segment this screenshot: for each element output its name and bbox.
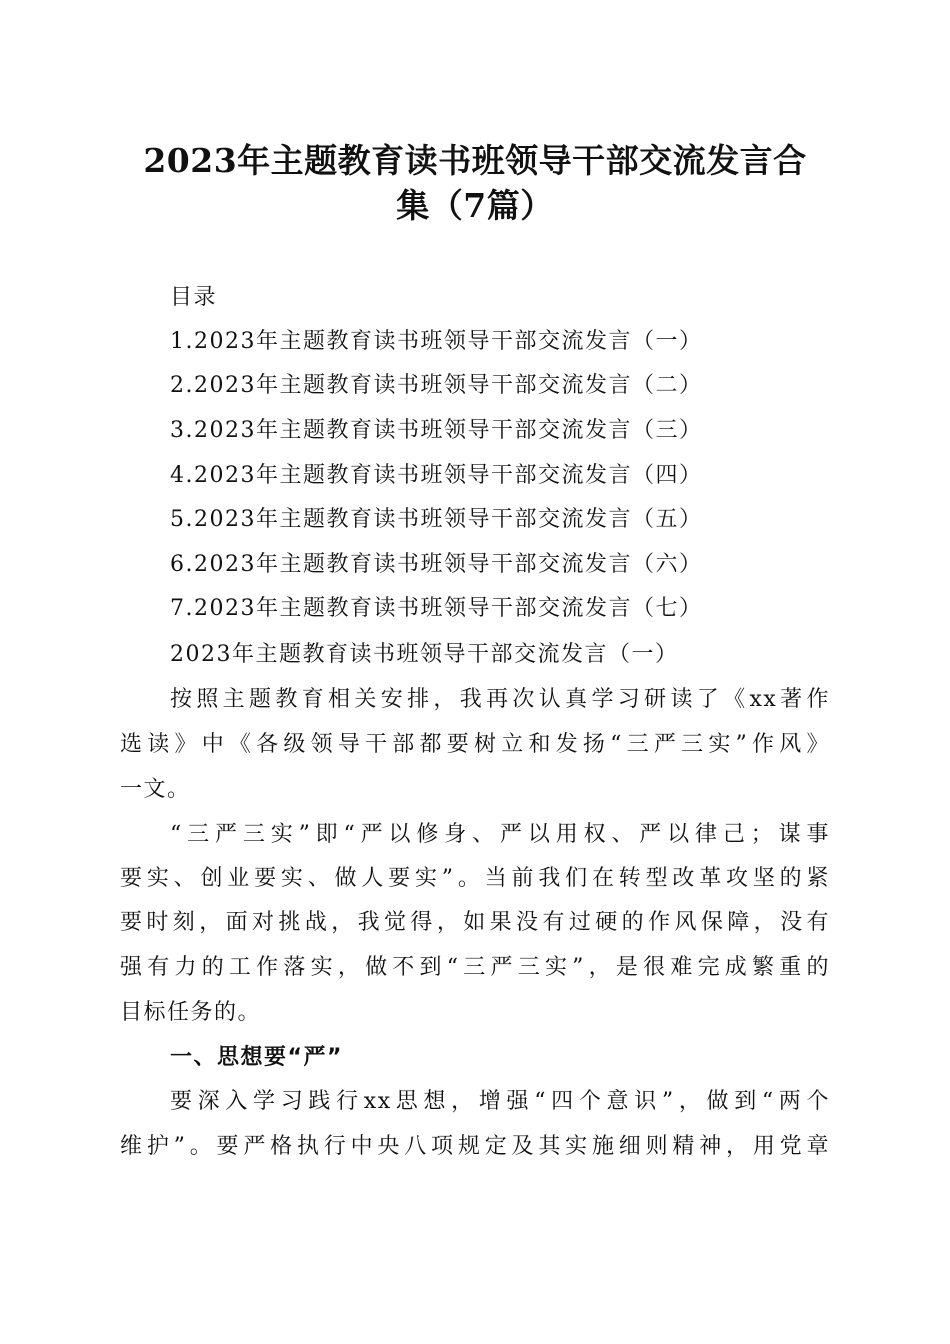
paragraph-line: 要实、创业要实、做人要实”。当前我们在转型改革攻坚的紧 <box>120 866 830 891</box>
section-heading-1: 一、思想要“严” <box>170 1045 343 1070</box>
paragraph-line: 要深入学习践行xx思想，增强“四个意识”，做到“两个 <box>170 1089 830 1114</box>
document-title <box>122 138 828 228</box>
toc-heading: 目录 <box>170 285 218 310</box>
paragraph-line: 选读》中《各级领导干部都要树立和发扬“三严三实”作风》 <box>120 732 830 757</box>
toc-item-3: 3.2023年主题教育读书班领导干部交流发言（三） <box>170 418 703 443</box>
paragraph-line: 按照主题教育相关安排，我再次认真学习研读了《xx著作 <box>170 687 830 712</box>
toc-item-1: 1.2023年主题教育读书班领导干部交流发言（一） <box>170 329 703 354</box>
section-title: 2023年主题教育读书班领导干部交流发言（一） <box>170 642 679 667</box>
paragraph-line: 强有力的工作落实，做不到“三严三实”，是很难完成繁重的 <box>120 955 830 980</box>
paragraph-line: 目标任务的。 <box>120 1000 262 1025</box>
toc-item-7: 7.2023年主题教育读书班领导干部交流发言（七） <box>170 596 703 621</box>
toc-item-4: 4.2023年主题教育读书班领导干部交流发言（四） <box>170 463 703 488</box>
toc-item-5: 5.2023年主题教育读书班领导干部交流发言（五） <box>170 507 703 532</box>
paragraph-line: 要时刻，面对挑战，我觉得，如果没有过硬的作风保障，没有 <box>120 910 830 935</box>
toc-item-6: 6.2023年主题教育读书班领导干部交流发言（六） <box>170 552 703 577</box>
paragraph-line: 一文。 <box>120 777 191 802</box>
title-line-1: 2023年主题教育读书班领导干部交流发言合 <box>143 141 807 180</box>
paragraph-line: 维护”。要严格执行中央八项规定及其实施细则精神，用党章 <box>120 1134 830 1159</box>
title-line-2: 集（7篇） <box>396 186 554 225</box>
toc-item-2: 2.2023年主题教育读书班领导干部交流发言（二） <box>170 373 703 398</box>
paragraph-line: “三严三实”即“严以修身、严以用权、严以律己；谋事 <box>170 822 830 847</box>
